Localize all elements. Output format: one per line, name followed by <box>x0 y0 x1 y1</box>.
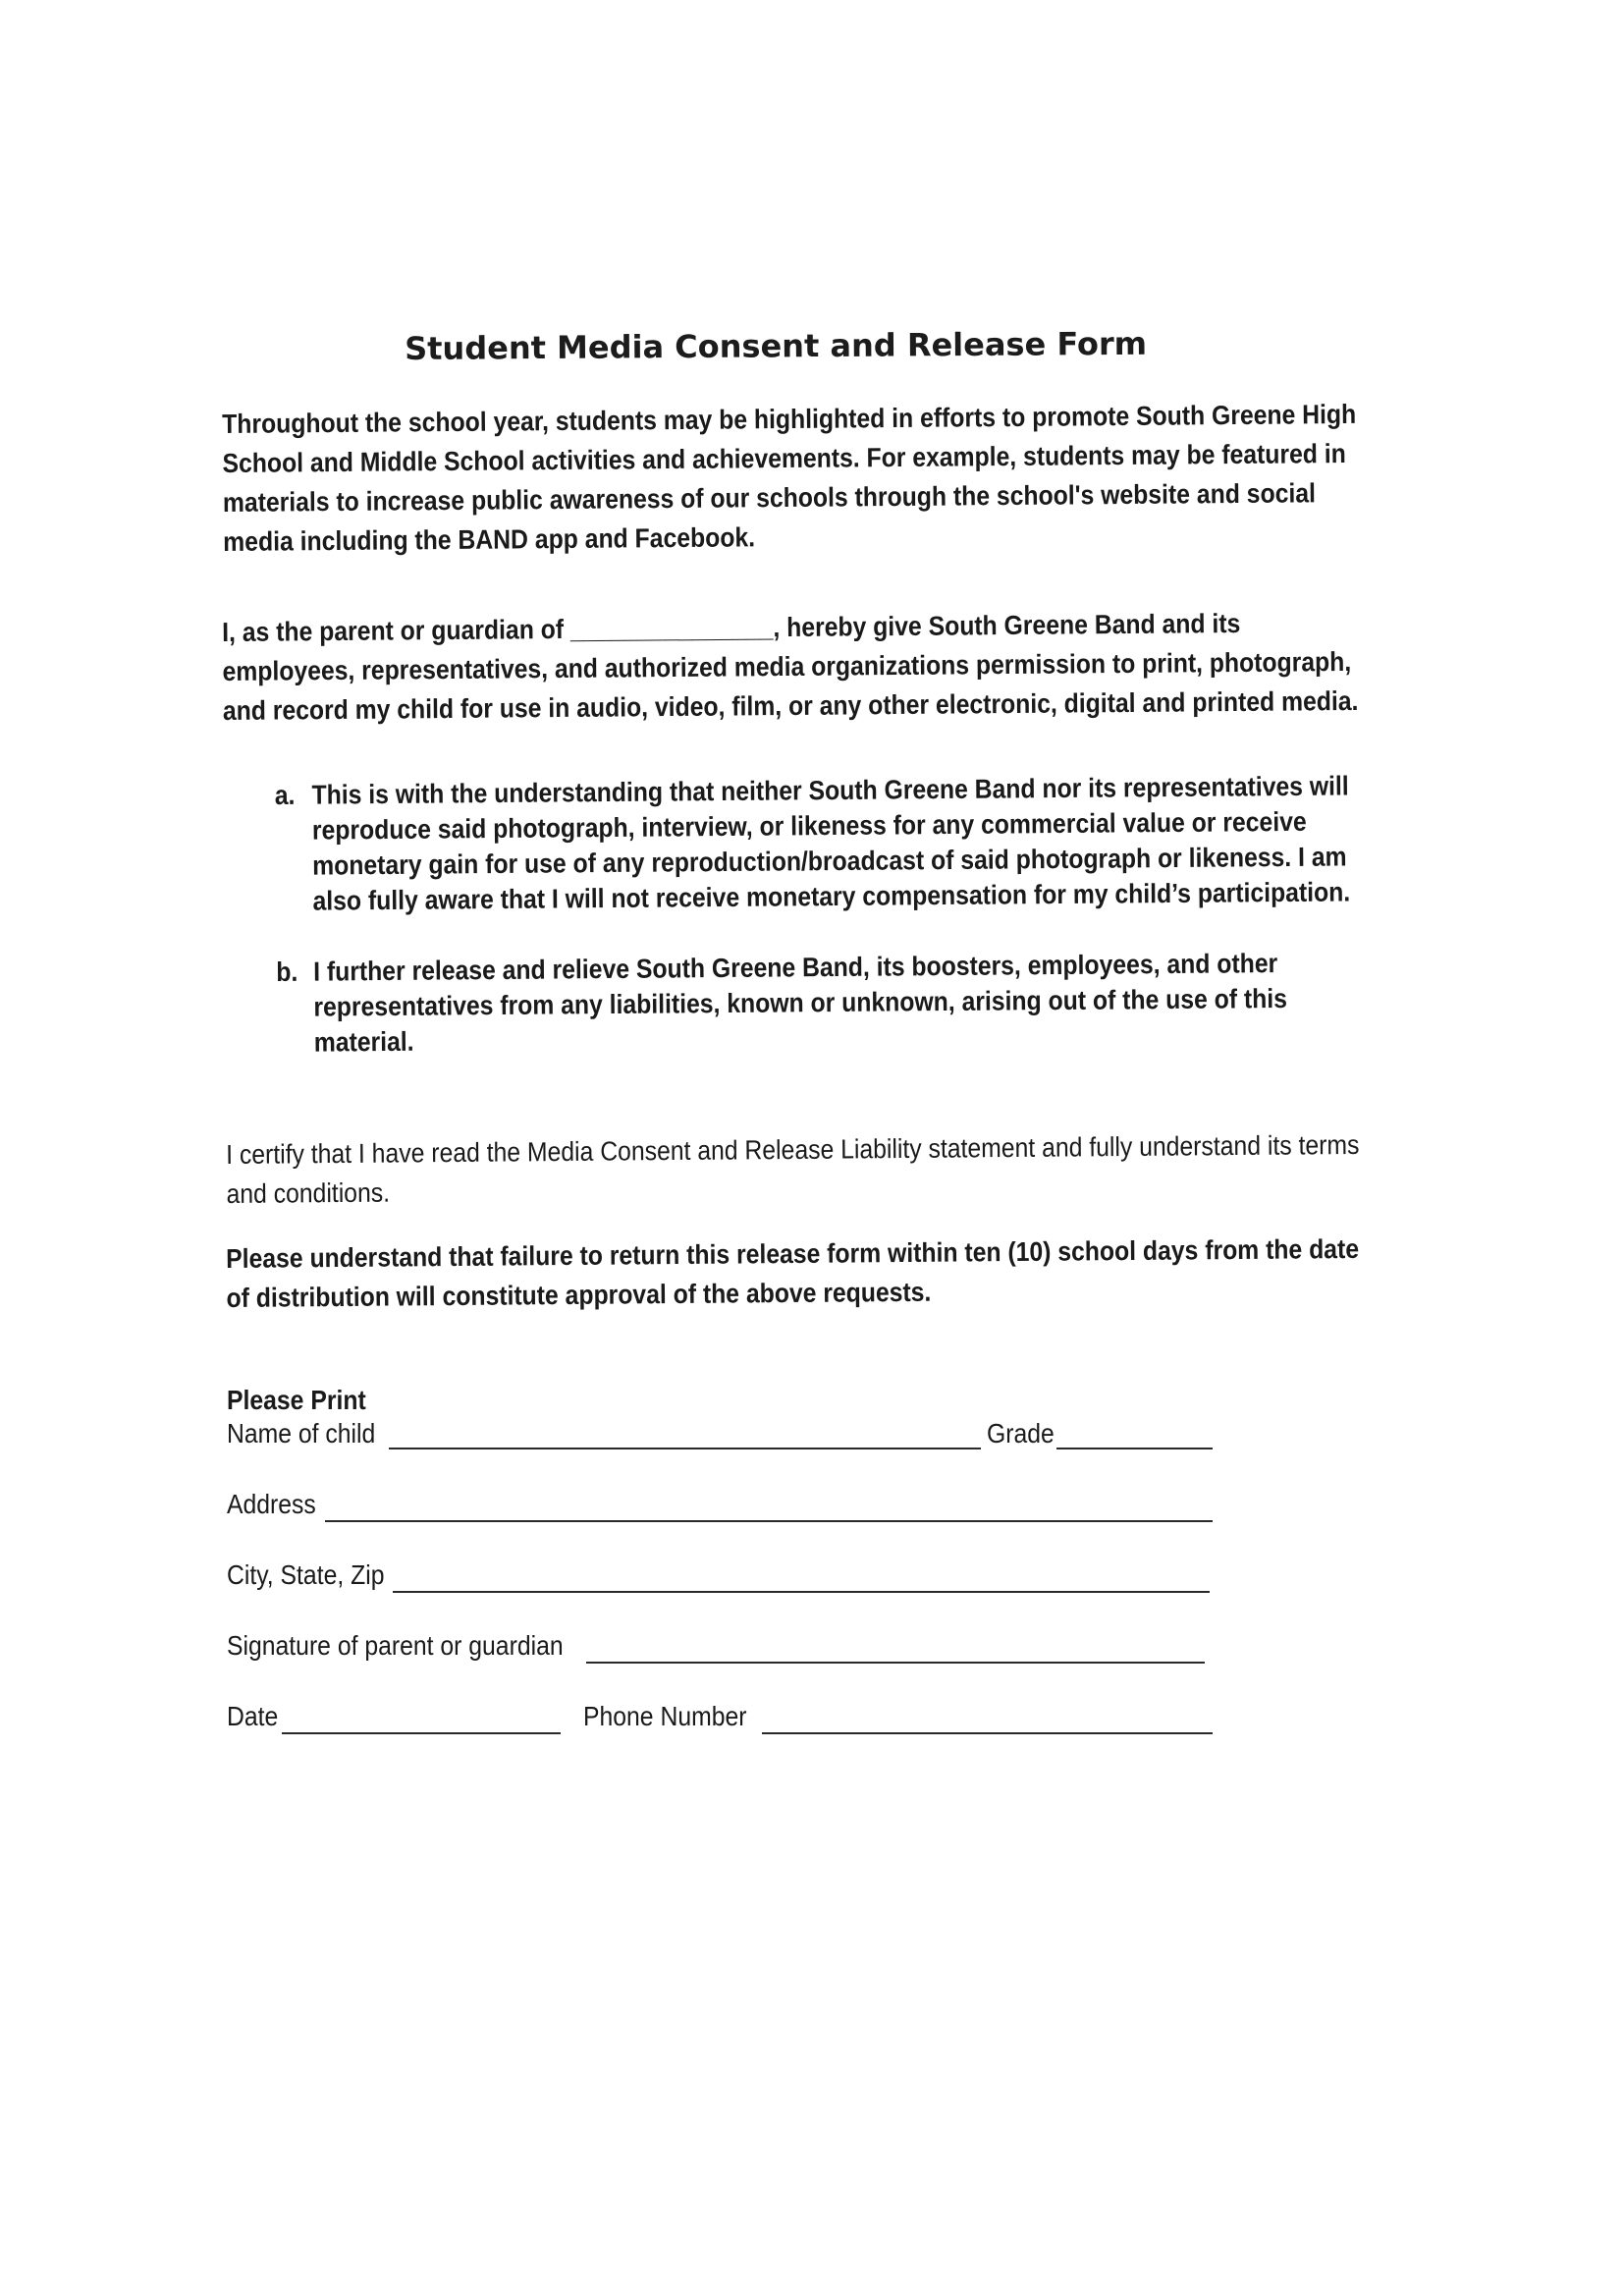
date-phone-row <box>227 1701 1307 1740</box>
list-marker: a. <box>274 779 296 810</box>
intro-line: Throughout the school year, students may be highlighted in efforts to promote South Greene High <box>222 398 1357 439</box>
list-marker: b. <box>276 956 298 987</box>
name-of-child-field[interactable] <box>389 1448 981 1449</box>
city-row <box>227 1559 1307 1599</box>
please-print-label: Please Print <box>227 1385 366 1415</box>
date-label: Date <box>227 1701 279 1731</box>
signature-row <box>227 1630 1307 1669</box>
consent-line: and record my child for use in audio, video, film, or any other electronic, digital and printed media. <box>222 684 1359 726</box>
phone-number-label: Phone Number <box>583 1701 747 1731</box>
date-field[interactable] <box>282 1732 561 1734</box>
name-of-child-label: Name of child <box>227 1418 376 1449</box>
list-item <box>273 945 1352 1061</box>
address-field[interactable] <box>325 1520 1213 1522</box>
consent-line: I, as the parent or guardian of _______________, hereby give South Greene Band and its <box>222 607 1241 647</box>
grade-label: Grade <box>987 1418 1055 1449</box>
grade-field[interactable] <box>1056 1448 1213 1449</box>
address-label: Address <box>227 1489 316 1519</box>
intro-line: materials to increase public awareness of our schools through the school's website and social <box>222 477 1317 518</box>
certify-statement <box>226 1125 1360 1214</box>
warning-statement <box>226 1230 1360 1318</box>
consent-paragraph <box>222 603 1359 731</box>
signature-label: Signature of parent or guardian <box>227 1630 564 1661</box>
list-line: material. <box>313 1025 414 1058</box>
list-line: representatives from any liabilities, known or unknown, arising out of the use of this <box>313 982 1288 1022</box>
list-line: reproduce said photograph, interview, or likeness for any commercial value or receive <box>311 805 1307 846</box>
intro-line: School and Middle School activities and achievements. For example, students may be featured in <box>222 438 1346 478</box>
city-state-zip-label: City, State, Zip <box>227 1559 385 1590</box>
list-item <box>271 768 1350 919</box>
address-row <box>227 1489 1307 1528</box>
consent-line: employees, representatives, and authorized media organizations permission to print, photograph, <box>222 645 1352 686</box>
phone-number-field[interactable] <box>762 1732 1213 1734</box>
list-line: monetary gain for use of any reproduction/broadcast of said photograph or likeness. I am <box>312 841 1347 881</box>
city-state-zip-field[interactable] <box>393 1591 1210 1593</box>
list-line: I further release and relieve South Greene Band, its boosters, employees, and other <box>312 948 1278 987</box>
name-row <box>227 1418 1307 1457</box>
list-line: also fully aware that I will not receive monetary compensation for my child’s participation. <box>312 876 1351 916</box>
warning-line: Please understand that failure to return this release form within ten (10) school days from the date <box>226 1232 1360 1274</box>
certify-line: I certify that I have read the Media Consent and Release Liability statement and fully understand its terms <box>226 1128 1360 1170</box>
terms-list <box>271 768 1352 1096</box>
list-line: This is with the understanding that neither South Greene Band nor its representatives will <box>311 770 1349 810</box>
certify-line: and conditions. <box>226 1176 391 1209</box>
signature-field[interactable] <box>586 1662 1205 1664</box>
warning-line: of distribution will constitute approval of the above requests. <box>226 1276 932 1313</box>
intro-line: media including the BAND app and Facebook. <box>223 521 756 557</box>
intro-paragraph <box>222 395 1357 562</box>
form-title: Student Media Consent and Release Form <box>405 324 1148 367</box>
